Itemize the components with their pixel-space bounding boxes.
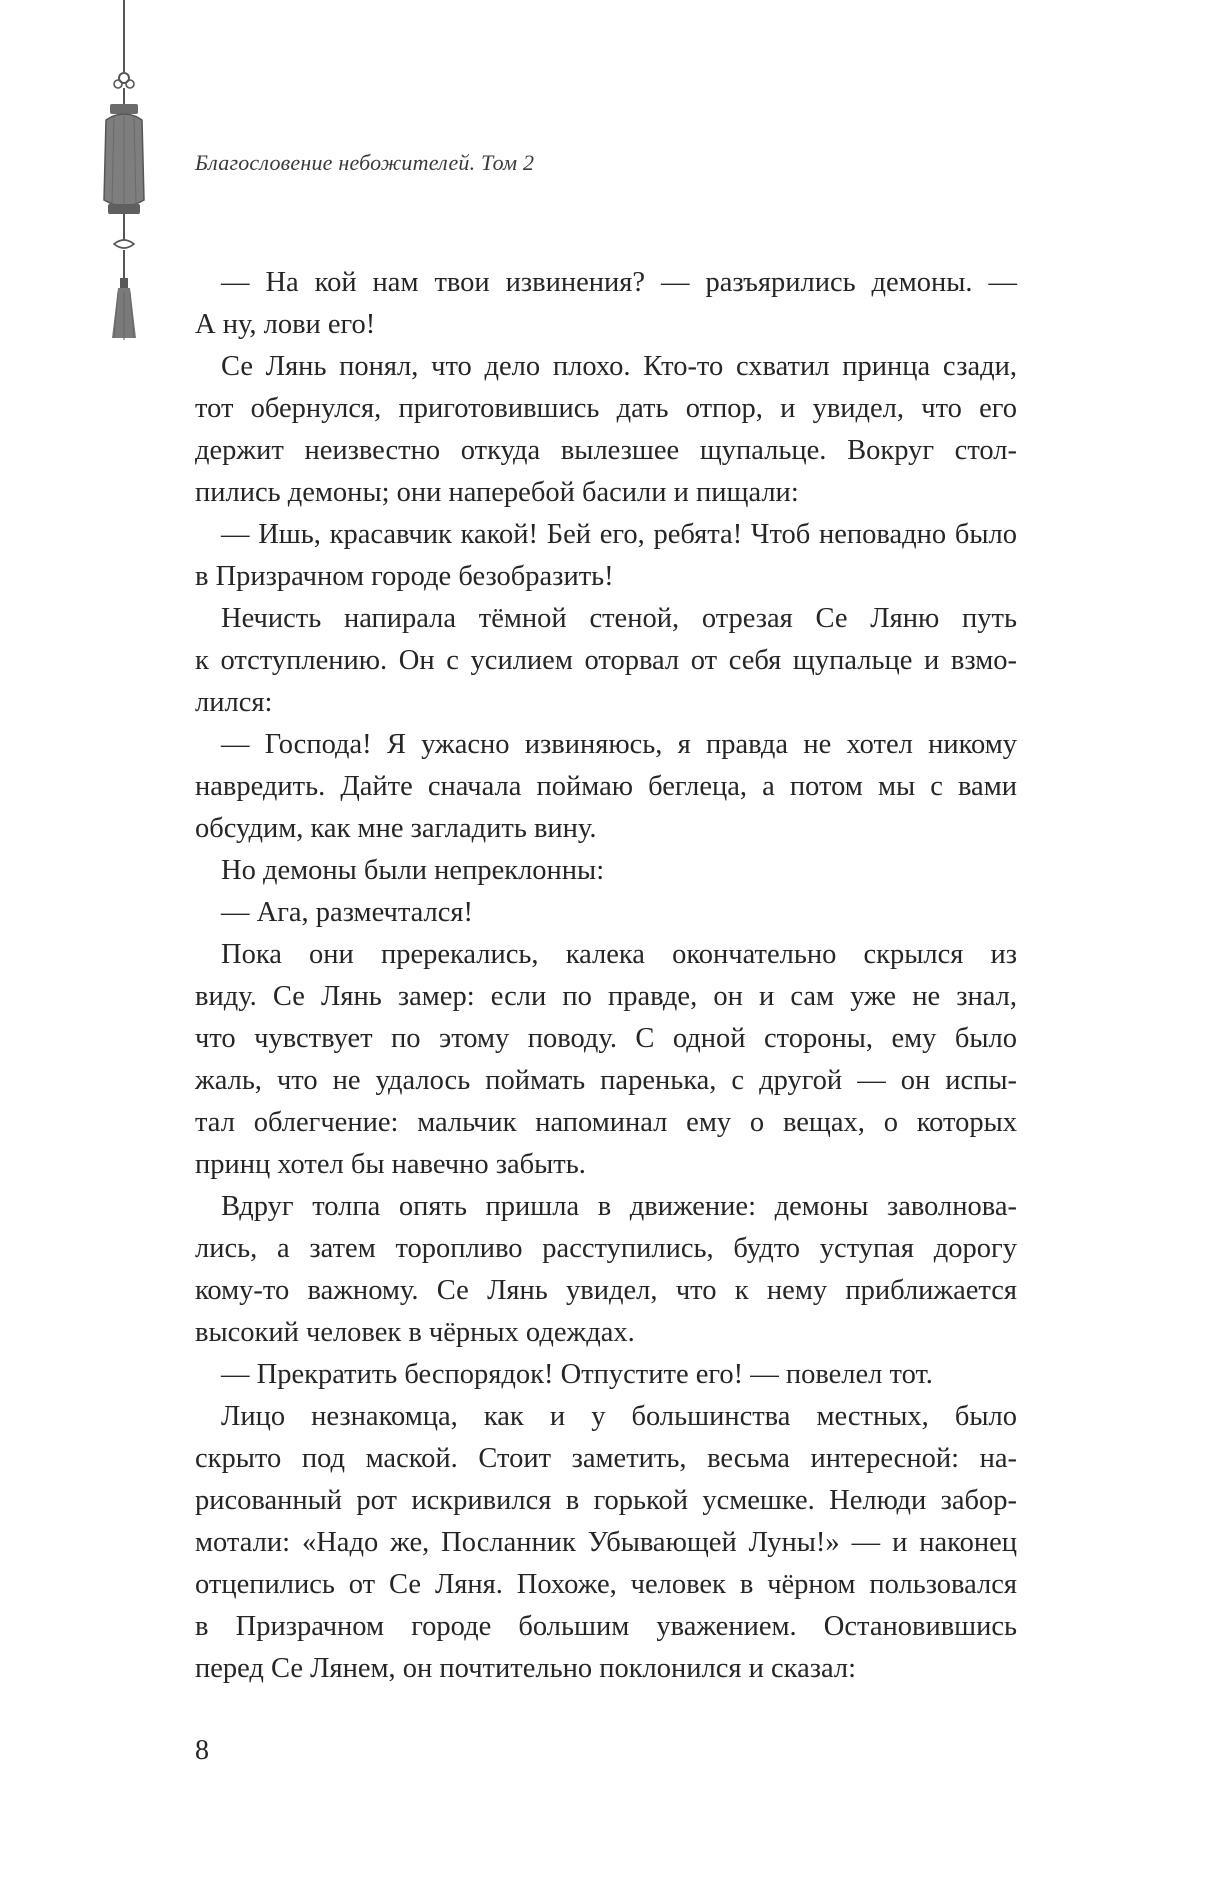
text-line: — Ага, размечтался!: [221, 897, 474, 928]
text-line: что чувствует по этому поводу. С одной стороны, ему было: [195, 1023, 1017, 1054]
running-header: Благословение небожителей. Том 2: [195, 150, 535, 175]
text-line: в Призрачном городе большим уважением. Остановившись: [195, 1611, 1017, 1642]
text-line: виду. Се Лянь замер: если по правде, он и сам уже не знал,: [195, 981, 1017, 1012]
text-line: перед Се Лянем, он почтительно поклонился и сказал:: [195, 1653, 857, 1684]
text-line: к отступлению. Он с усилием оторвал от себя щупальце и взмо-: [195, 645, 1017, 676]
text-line: тот обернулся, приготовившись дать отпор, и увидел, что его: [195, 393, 1017, 424]
text-line: Лицо незнакомца, как и у большинства местных, было: [221, 1401, 1017, 1432]
text-line: рисованный рот искривился в горькой усмешке. Нелюди забор-: [195, 1485, 1017, 1516]
text-line: Се Лянь понял, что дело плохо. Кто-то схватил принца сзади,: [221, 351, 1017, 382]
text-line: — Господа! Я ужасно извиняюсь, я правда не хотел никому: [221, 729, 1017, 760]
text-line: Нечисть напирала тёмной стеной, отрезая Се Ляню путь: [221, 603, 1017, 634]
text-line: в Призрачном городе безобразить!: [195, 561, 614, 592]
text-line: тал облегчение: мальчик напоминал ему о вещах, о которых: [195, 1107, 1017, 1138]
text-line: принц хотел бы навечно забыть.: [195, 1149, 586, 1180]
text-line: — Ишь, красавчик какой! Бей его, ребята! Чтоб неповадно было: [221, 519, 1017, 550]
text-line: мотали: «Надо же, Посланник Убывающей Луны!» — и наконец: [195, 1527, 1017, 1558]
body-text: [195, 262, 1017, 1690]
text-line: лись, а затем торопливо расступились, будто уступая дорогу: [195, 1233, 1017, 1264]
text-line: навредить. Дайте сначала поймаю беглеца, а потом мы с вами: [195, 771, 1017, 802]
text-line: — На кой нам твои извинения? — разъярились демоны. —: [221, 267, 1017, 298]
text-line: Пока они пререкались, калека окончательно скрылся из: [221, 939, 1017, 970]
text-line: пились демоны; они наперебой басили и пищали:: [195, 477, 799, 508]
text-line: А ну, лови его!: [195, 309, 376, 340]
text-line: жаль, что не удалось поймать паренька, с другой — он испы-: [195, 1065, 1017, 1096]
text-line: Но демоны были непреклонны:: [221, 855, 605, 886]
text-line: скрыто под маской. Стоит заметить, весьма интересной: на-: [195, 1443, 1017, 1474]
page-number: 8: [195, 1735, 209, 1766]
text-line: отцепились от Се Ляня. Похоже, человек в чёрном пользовался: [195, 1569, 1017, 1600]
text-line: держит неизвестно откуда вылезшее щупальце. Вокруг стол-: [195, 435, 1017, 466]
text-line: кому-то важному. Се Лянь увидел, что к нему приближается: [195, 1275, 1017, 1306]
text-line: лился:: [195, 687, 273, 718]
text-line: обсудим, как мне загладить вину.: [195, 813, 597, 844]
hanging-lantern-ornament: [96, 0, 152, 360]
text-line: высокий человек в чёрных одеждах.: [195, 1317, 635, 1348]
text-line: — Прекратить беспорядок! Отпустите его! — повелел тот.: [221, 1359, 933, 1390]
text-line: Вдруг толпа опять пришла в движение: демоны заволнова-: [221, 1191, 1017, 1222]
